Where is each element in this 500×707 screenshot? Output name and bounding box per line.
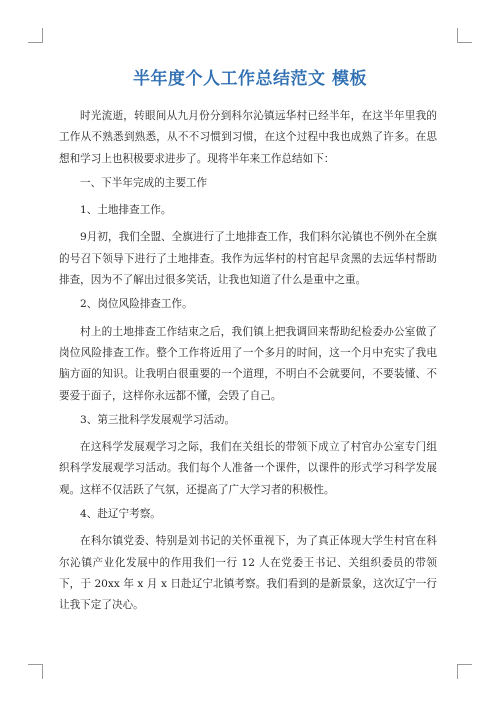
document-body [59, 106, 437, 617]
document-title: 半年度个人工作总结范文 模板 [133, 69, 367, 89]
body-paragraph: 在科尔镇党委、特别是刘书记的关怀重视下，为了真正体现大学生村官在科尔沁镇产业化发展中的作用我们一行 12 人在党委王书记、关组织委员的带领下，于 20xx 年 x 月 x 日赴辽宁北镇考察。我们看到的是新景象，这次辽宁一行让我下定了决心。 [59, 535, 437, 612]
crop-mark-bottom-right [457, 664, 472, 679]
section-heading: 4、赴辽宁考察。 [80, 508, 161, 521]
body-paragraph: 时光流逝，转眼间从九月份分到科尔沁镇远华村已经半年，在这半年里我的工作从不熟悉到熟悉，从不不习惯到习惯，在这个过程中我也成熟了许多。在思想和学习上也积极要求进步了。现将半年来工作总结如下： [59, 110, 437, 165]
crop-mark-top-right [457, 28, 472, 43]
body-paragraph: 9月初，我们全盟、全旗进行了土地排查工作，我们科尔沁镇也不例外在全旗的号召下领导下进行了土地排查。我作为远华村的村官起早贪黑的去远华村帮助排查，因为不了解出过很多笑话，让我也知道了什么是重中之重。 [59, 231, 437, 287]
section-heading: 2、岗位风险排查工作。 [80, 298, 193, 311]
section-heading: 3、第三批科学发展观学习活动。 [80, 413, 236, 426]
body-paragraph: 在这科学发展观学习之际，我们在关组长的带领下成立了村官办公室专门组织科学发展观学习活动。我们每个人准备一个课件，以课件的形式学习科学发展观。这样不仅活跃了气氛，还提高了广大学习者的积极性。 [59, 441, 437, 496]
section-heading: 1、土地排查工作。 [80, 204, 172, 217]
body-paragraph: 村上的土地排查工作结束之后，我们镇上把我调回来帮助纪检委办公室做了岗位风险排查工作。整个工作将近用了一个多月的时间，这一个月中充实了我电脑方面的知识。让我明白很重要的一个道理，不明白不会就要问，不要装懂、不要爱于面子，这样你永远都不懂，会毁了自己。 [59, 325, 437, 402]
crop-mark-bottom-left [28, 664, 43, 679]
crop-mark-top-left [28, 28, 43, 43]
section-heading: 一、下半年完成的主要工作 [80, 176, 208, 189]
